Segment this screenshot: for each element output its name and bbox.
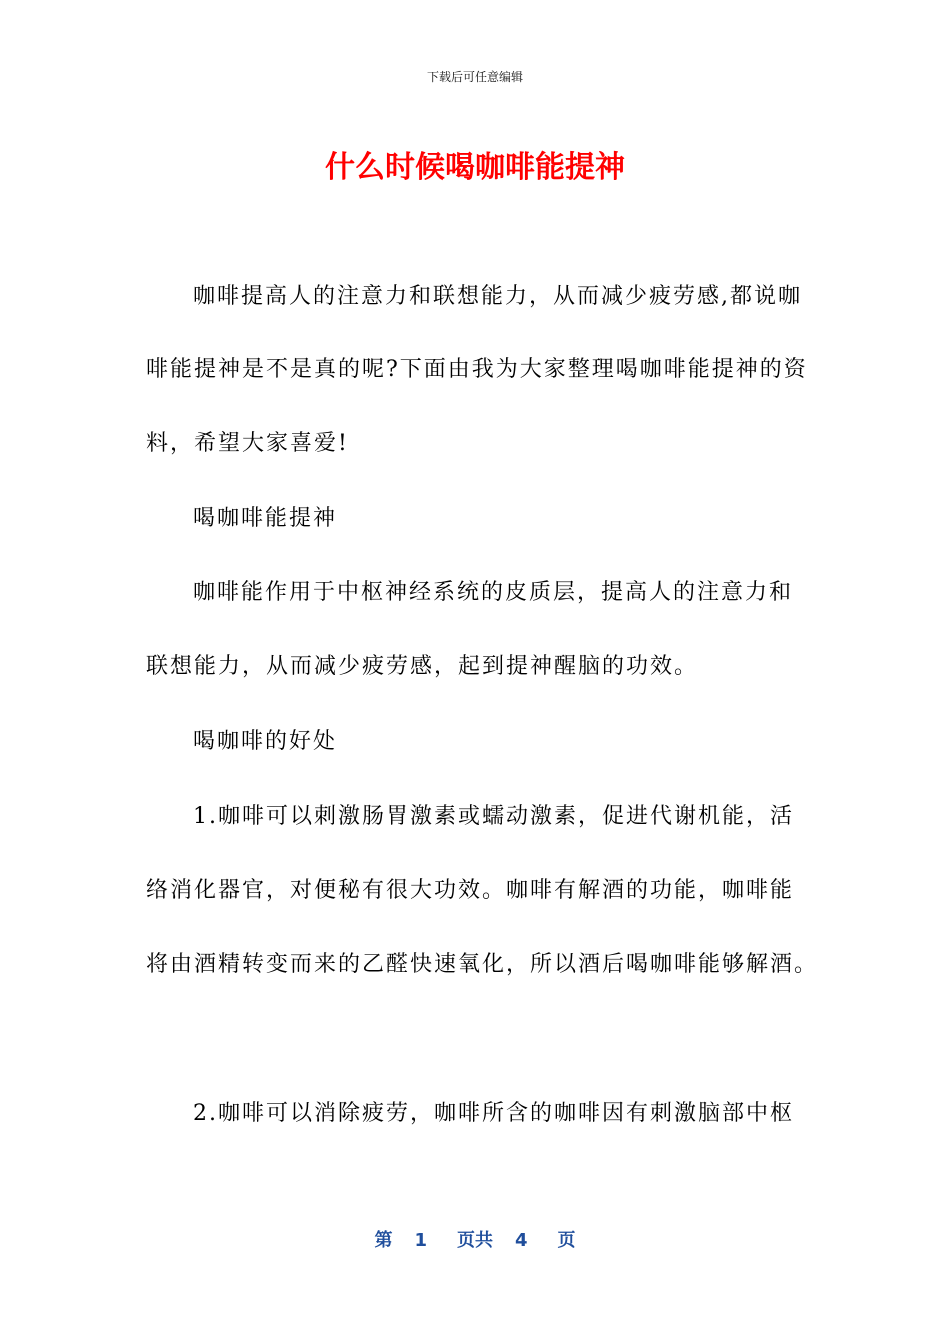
footer-page-mid: 页共: [457, 1230, 493, 1251]
footer-page-number: 1: [414, 1230, 427, 1251]
paragraph-line: 将由酒精转变而来的乙醛快速氧化，所以酒后喝咖啡能够解酒。: [146, 952, 819, 977]
footer-page-suffix: 页: [557, 1230, 576, 1251]
section-heading: 喝咖啡能提神: [193, 506, 338, 531]
paragraph-line: 联想能力，从而减少疲劳感，起到提神醒脑的功效。: [146, 654, 699, 679]
section-heading: 喝咖啡的好处: [193, 729, 338, 754]
page-footer: [0, 1226, 950, 1252]
footer-page-prefix: 第: [374, 1230, 393, 1251]
footer-page-total: 4: [515, 1230, 528, 1251]
paragraph-line: 咖啡提高人的注意力和联想能力，从而减少疲劳感,都说咖: [193, 284, 802, 309]
paragraph-line: 2.咖啡可以消除疲劳，咖啡所含的咖啡因有刺激脑部中枢: [193, 1101, 794, 1126]
paragraph-line: 料，希望大家喜爱!: [146, 431, 349, 456]
paragraph-line: 络消化器官，对便秘有很大功效。咖啡有解酒的功能，咖啡能: [146, 878, 795, 903]
paragraph-line: 啡能提神是不是真的呢?下面由我为大家整理喝咖啡能提神的资: [146, 357, 808, 382]
document-title: 什么时候喝咖啡能提神: [325, 150, 625, 185]
header-note: 下载后可任意编辑: [426, 70, 523, 84]
paragraph-line: 咖啡能作用于中枢神经系统的皮质层，提高人的注意力和: [193, 580, 794, 605]
paragraph-line: 1.咖啡可以刺激肠胃激素或蠕动激素，促进代谢机能，活: [193, 804, 794, 829]
